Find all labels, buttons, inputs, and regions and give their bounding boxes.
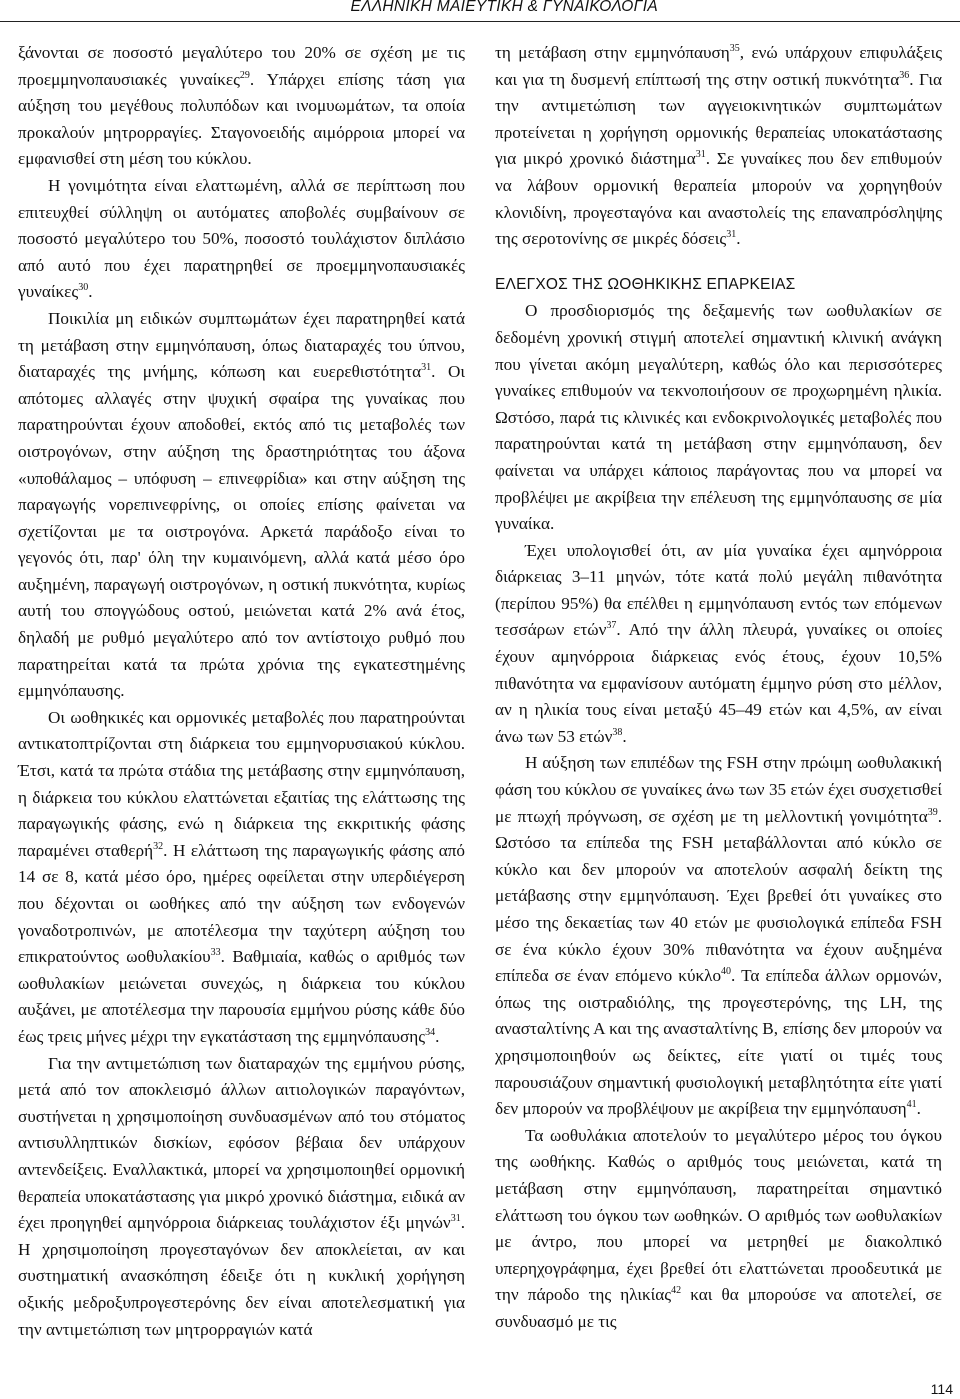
text-run: . Οι απότομες αλλαγές στην ψυχική σφαίρα της γυναίκας που παρατηρούνται έχουν αποδοθεί, εκτός από τις μεταβολές των οιστρογόνων, στην αύξηση της δραστηριότητας του άξονα «υποθάλαμος – υπόφυση – επινεφρίδια» και στην αύξηση της παραγωγής νορεπινεφρίνης, οι οποίες επίσης φαίνεται να σχετίζονται με τα οιστρογόνα. Αρκετά παράδοξο είναι το γεγονός ότι, παρ' όλη την κυμαινόμενη, αλλά κατά μέσο όρο αυξημένη, παραγωγή οιστρογόνων, η οστική πυκνότητα, κυρίως αυτή του σπογγώδους οστού, μειώνεται κατά 2% ανά έτος, δηλαδή με ρυθμό μεγαλύτερο από τον αντίστοιχο ρυθμό που παρατηρείται κατά τα πρώτα χρόνια της εγκατεστημένης εμμηνόπαυσης. — [18, 362, 465, 701]
text-run: Έχει υπολογισθεί ότι, αν μία γυναίκα έχει αμηνόρροια διάρκειας 3–11 μηνών, τότε κατά πολύ μεγάλη πιθανότητα (περίπου 95%) θα επέλθει η εμμηνόπαυση εντός των επόμενων τεσσάρων ετών — [495, 540, 942, 640]
citation: 31 — [450, 1213, 461, 1225]
text-run: . Υπάρχει επίσης τάση για αύξηση του μεγέθους πολυπόδων και ινομυωμάτων, τα οποία προκαλούν μητρορραγίες. Σταγονοειδής αιμόρροια μπορεί να εμφανισθεί στη μέση του κύκλου. — [18, 69, 466, 169]
paragraph — [495, 40, 942, 253]
paragraph — [495, 1123, 942, 1336]
text-run: . Τα επίπεδα άλλων ορμονών, όπως της οιστραδιόλης, της προγεστερόνης, της LH, της ανασταλτίνης Α και της ανασταλτίνης Β, επίσης δεν μπορούν να χρησιμοποιηθούν ως δείκτες, είτε γιατί οι τιμές τους παρουσιάζουν σημαντική φυσιολογική μεταβλητότητα είτε γιατί δεν μπορούν να προβλέψουν με ακρίβεια την εμμηνόπαυση — [495, 966, 942, 1119]
header-rule — [0, 21, 960, 22]
text-run: Ο προσδιορισμός της δεξαμενής των ωοθυλακίων σε δεδομένη χρονική στιγμή αποτελεί σημαντική κλινική ανάγκη που γίνεται ακόμη μεγαλύτερη, καθώς όλο και περισσότερες γυναίκες επιθυμούν να τεκνοποιήσουν σε προχωρημένη ηλικία. Ωστόσο, παρά τις κλινικές και ενδοκρινολογικές μεταβολές που παρατηρούνται κατά τη μετάβαση στην εμμηνόπαυση, δεν φαίνεται να υπάρχει κάποιος παράγοντας που να μπορεί να προβλέψει με ακρίβεια την επέλευση της εμμηνόπαυσης σε μία γυναίκα. — [495, 301, 942, 534]
citation: 42 — [671, 1285, 682, 1297]
running-header — [0, 0, 960, 24]
paragraph — [18, 40, 465, 173]
citation: 31 — [695, 149, 706, 161]
citation: 38 — [612, 726, 623, 738]
paragraph — [495, 298, 942, 537]
text-run: . — [736, 229, 741, 249]
citation: 34 — [425, 1026, 436, 1038]
text-run: Οι ωοθηκικές και ορμονικές μεταβολές που παρατηρούνται αντικατοπτρίζονται στη διάρκεια του εμμηνορυσιακού κύκλου. Έτσι, κατά τα πρώτα στάδια της μετάβασης στην εμμηνόπαυση, η διάρκεια του κύκλου ελαττώνεται εξαιτίας της ελάττωσης της παραγωγικής φάσης, ενώ η διάρκεια της εκκριτικής φάσης παραμένει σταθερή — [18, 707, 465, 860]
text-run: . Η χρησιμοποίηση προγεσταγόνων δεν αποκλείεται, αν και συστηματική ανασκόπηση έδειξε ότι η κυκλική χορήγηση οξικής μεδροξυπρογεστερόνης δεν είναι αποτελεσματική για την αντιμετώπιση των μητρορραγιών κατά — [18, 1213, 465, 1339]
text-run: , ενώ υπάρχουν επιφυλάξεις και για τη δυσμενή επίπτωσή της στην οστική πυκνότητα — [495, 43, 942, 89]
citation: 29 — [239, 69, 250, 81]
paragraph — [495, 750, 942, 1122]
page-number: 114 — [930, 1381, 953, 1397]
right-column — [495, 40, 942, 1336]
citation: 35 — [729, 43, 740, 54]
citation: 39 — [927, 806, 938, 818]
text-run: . — [916, 1099, 921, 1119]
text-run: Ποικιλία μη ειδικών συμπτωμάτων έχει παρατηρηθεί κατά τη μετάβαση στην εμμηνόπαυση, όπως διαταραχές του ύπνου, διαταραχές της μνήμης, κόπωση και ευερεθιστότητα — [18, 308, 465, 382]
text-run: . Ωστόσο τα επίπεδα της FSH μεταβάλλονται από κύκλο σε κύκλο και δεν μπορούν να αποτελούν ασφαλή δείκτη της μετάβασης στην εμμηνόπαυση. Έχει βρεθεί ότι γυναίκες στο μέσο της δεκαετίας των 40 ετών με φυσιολογικά επίπεδα FSH σε ένα κύκλο έχουν 30% πιθανότητα να έχουν αυξημένα επίπεδα σε έναν επόμενο κύκλο — [495, 806, 942, 986]
citation: 33 — [210, 947, 221, 959]
text-run: και θα μπορούσε να αποτελεί, σε συνδυασμό με τις — [495, 1285, 942, 1331]
text-run: . Από την άλλη πλευρά, γυναίκες οι οποίες έχουν αμηνόρροια διάρκειας ενός έτους, έχουν 10,5% πιθανότητα να εμφανίσουν αυτόματη έμμηνο ρύση στο μέλλον, αν η ηλικία τους είναι μεταξύ 45–49 ετών και 4,5%, αν είναι άνω των 53 ετών — [495, 620, 942, 746]
text-run: . — [622, 726, 627, 746]
text-run: τη μετάβαση στην εμμηνόπαυση — [495, 43, 730, 62]
section-heading: ΕΛΕΓΧΟΣ ΤΗΣ ΩΟΘΗΚΙΚΗΣ ΕΠΑΡΚΕΙΑΣ — [495, 275, 796, 293]
text-run: Η γονιμότητα είναι ελαττωμένη, αλλά σε περίπτωση που επιτευχθεί σύλληψη οι αυτόματες αποβολές συμβαίνουν σε ποσοστό μεγαλύτερο του 50%, ποσοστό τουλάχιστον διπλάσιο από αυτό που έχει παρατηρηθεί σε προεμμηνοπαυσιακές γυναίκες — [18, 175, 465, 302]
text-run: . Η ελάττωση της παραγωγικής φάσης από 14 σε 8, κατά μέσο όρο, ημέρες οφείλεται στην υπερδιέγερση που δέχονται οι ωοθήκες από την αύξηση των ενδογενών γοναδοτροπινών, με αποτέλεσμα την ταχύτερη αύξηση του επικρατούντος ωοθυλακίου — [18, 840, 465, 967]
paragraph — [495, 538, 942, 751]
citation: 32 — [153, 840, 164, 852]
citation: 31 — [726, 229, 737, 241]
citation: 30 — [78, 282, 89, 294]
text-run: . — [88, 282, 93, 302]
citation: 31 — [421, 362, 432, 374]
paragraph — [18, 173, 465, 306]
text-run: Για την αντιμετώπιση των διαταραχών της εμμήνου ρύσης, μετά από τον αποκλεισμό άλλων αιτιολογικών παραγόντων, συστήνεται η χρησιμοποίηση συνδυασμένων από του στόματος αντισυλληπτικών δισκίων, εφόσον βέβαια δεν υπάρχουν αντενδείξεις. Εναλλακτικά, μπορεί να χρησιμοποιηθεί ορμονική θεραπεία υποκατάστασης για μικρό χρονικό διάστημα, ειδικά αν έχει προηγηθεί αμηνόρροια διάρκειας τουλάχιστον έξι μηνών — [18, 1053, 465, 1233]
text-run: . Σε γυναίκες που δεν επιθυμούν να λάβουν ορμονική θεραπεία μπορούν να χορηγηθούν κλονιδίνη, προγεσταγόνα και αναστολείς της επαναπρόσληψης της σεροτονίνης σε μικρές δόσεις — [495, 149, 942, 249]
paragraph — [18, 1051, 465, 1344]
text-run: . — [435, 1026, 440, 1046]
text-run: . Βαθμιαία, καθώς ο αριθμός των ωοθυλακίων μειώνεται συνεχώς, η διάρκεια του κύκλου αυξάνει, με αποτέλεσμα την παρουσία εμμήνου ρύσης κάθε δύο έως τρεις μήνες μέχρι την εγκατάσταση της εμμηνόπαυσης — [18, 947, 466, 1046]
left-column — [18, 40, 465, 1343]
text-run: Τα ωοθυλάκια αποτελούν το μεγαλύτερο μέρος του όγκου της ωοθήκης. Καθώς ο αριθμός τους μειώνεται, κατά τη μετάβαση στην εμμηνόπαυση, παρατηρείται σημαντικό ελάττωση του όγκου των ωοθηκών. Ο αριθμός των ωοθυλακίων με άντρο, που μπορεί να μετρηθεί με διακολπικό υπερηχογράφημα, έχει βρεθεί ότι ελαττώνεται προοδευτικά με την πάροδο της ηλικίας — [495, 1125, 942, 1305]
citation: 37 — [606, 620, 617, 632]
text-run: Η αύξηση των επιπέδων της FSH στην πρώιμη ωοθυλακική φάση του κύκλου σε γυναίκες άνω των 35 ετών έχει συσχετισθεί με πτωχή πρόγνωση, σε σχέση με τη μελλοντική γονιμότητα — [495, 753, 942, 826]
citation: 41 — [906, 1099, 917, 1111]
text-run: . Για την αντιμετώπιση των αγγειοκινητικών συμπτωμάτων προτείνεται η χορήγηση ορμονικής θεραπείας υποκατάστασης για μικρό χρονικό διάστημα — [495, 69, 943, 169]
paragraph — [18, 705, 465, 1051]
citation: 40 — [721, 966, 732, 978]
journal-title: ΕΛΛΗΝΙΚΗ ΜΑΙΕΥΤΙΚΗ & ΓΥΝΑΙΚΟΛΟΓΙΑ — [350, 0, 658, 15]
text-run: ξάνονται σε ποσοστό μεγαλύτερο του 20% σε σχέση με τις προεμμηνοπαυσιακές γυναίκες — [18, 43, 465, 89]
citation: 36 — [899, 69, 910, 81]
paragraph — [18, 306, 465, 705]
